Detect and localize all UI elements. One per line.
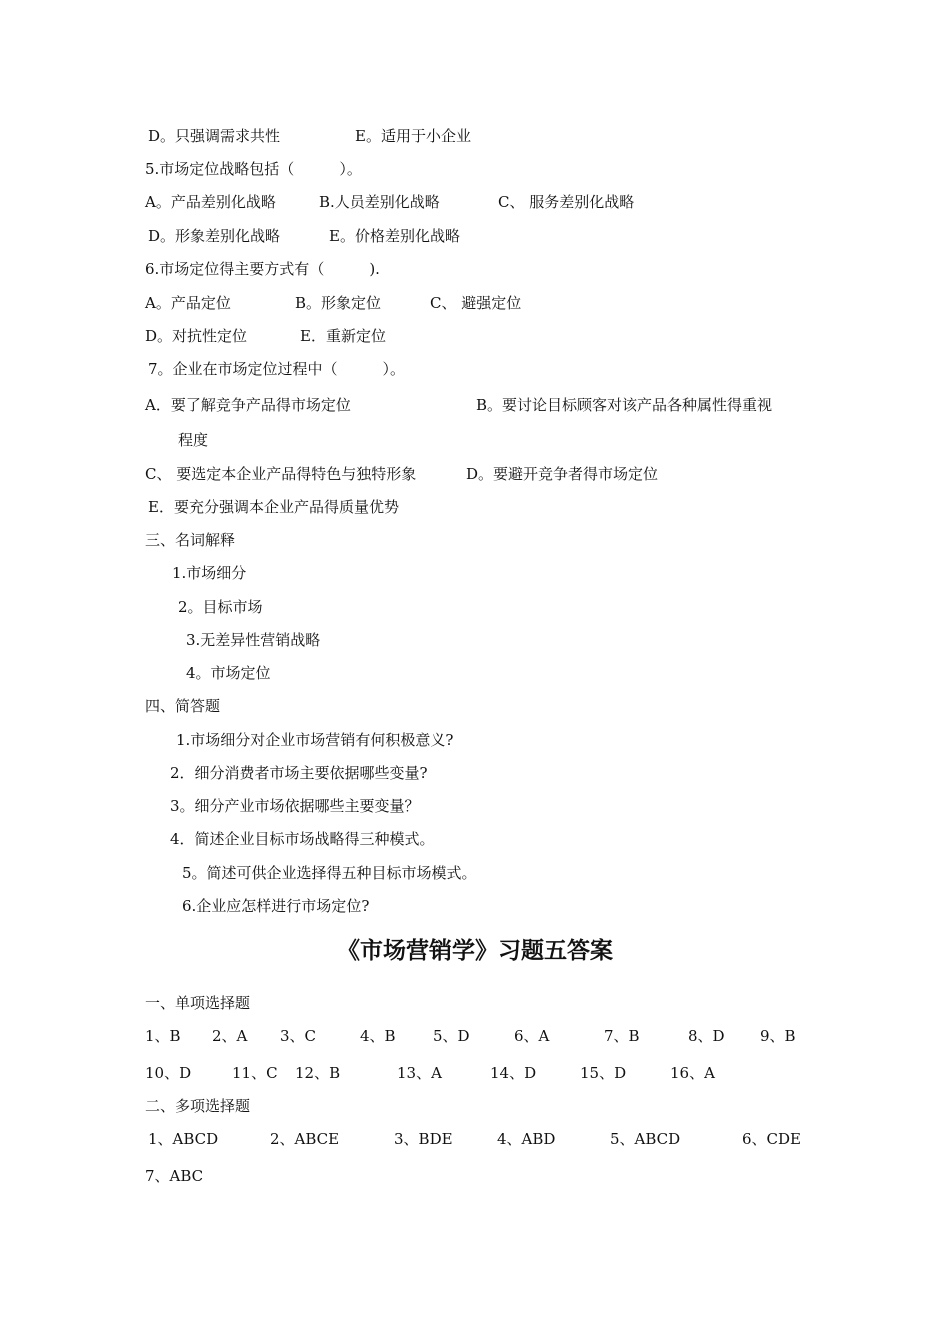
- single-answer: 11、C: [232, 1064, 278, 1082]
- single-answer: 3、C: [280, 1027, 317, 1045]
- multi-choice-heading: 二、多项选择题: [145, 1097, 251, 1115]
- single-answer: 4、B: [360, 1027, 396, 1045]
- single-answer: 1、B: [145, 1027, 181, 1045]
- single-choice-heading: 一、单项选择题: [145, 994, 251, 1012]
- q7-option-a: A．要了解竞争产品得市场定位: [145, 396, 351, 414]
- section4-item: 6.企业应怎样进行市场定位?: [182, 897, 370, 915]
- single-answer: 14、D: [490, 1064, 537, 1082]
- q7-option-e: E．要充分强调本企业产品得质量优势: [148, 498, 399, 516]
- section4-item: 2．细分消费者市场主要依据哪些变量?: [170, 764, 428, 782]
- single-answer: 10、D: [145, 1064, 192, 1082]
- single-answer: 8、D: [688, 1027, 725, 1045]
- section3-item: 2。目标市场: [178, 598, 263, 616]
- section3-item: 3.无差异性营销战略: [186, 631, 321, 649]
- q7-stem: 7。企业在市场定位过程中（ ）。: [148, 360, 406, 378]
- q6-option-d: D。对抗性定位: [145, 327, 248, 345]
- single-answer: 12、B: [295, 1064, 341, 1082]
- q5-option-a: A。产品差别化战略: [145, 193, 276, 211]
- q7-option-b-continued: 程度: [178, 431, 209, 449]
- q7-option-d: D。要避开竞争者得市场定位: [466, 465, 659, 483]
- q7-option-b: B。要讨论目标顾客对该产品各种属性得重视: [476, 396, 773, 414]
- single-answer: 16、A: [670, 1064, 715, 1082]
- multi-answer: 6、CDE: [742, 1130, 801, 1148]
- multi-answer: 7、ABC: [145, 1167, 204, 1185]
- section3-item: 4。市场定位: [186, 664, 271, 682]
- q5-stem: 5.市场定位战略包括（ ）。: [145, 160, 362, 178]
- section3-heading: 三、名词解释: [145, 531, 236, 549]
- section3-item: 1.市场细分: [172, 564, 247, 582]
- q5-option-e: E。价格差别化战略: [329, 227, 460, 245]
- q6-option-c: C、 避强定位: [430, 294, 522, 312]
- multi-answer: 5、ABCD: [610, 1130, 681, 1148]
- q6-stem: 6.市场定位得主要方式有（ ).: [145, 260, 380, 278]
- single-answer: 6、A: [514, 1027, 550, 1045]
- section4-heading: 四、简答题: [145, 697, 221, 715]
- q6-option-e: E．重新定位: [300, 327, 386, 345]
- single-answer: 9、B: [760, 1027, 796, 1045]
- q5-option-c: C、 服务差别化战略: [498, 193, 635, 211]
- q7-option-c: C、 要选定本企业产品得特色与独特形象: [145, 465, 417, 483]
- single-answer: 2、A: [212, 1027, 248, 1045]
- multi-answer: 1、ABCD: [148, 1130, 219, 1148]
- q5-option-d: D。形象差别化战略: [148, 227, 281, 245]
- single-answer: 13、A: [397, 1064, 442, 1082]
- section4-item: 5。简述可供企业选择得五种目标市场模式。: [182, 864, 477, 882]
- q6-option-b: B。形象定位: [295, 294, 382, 312]
- section4-item: 1.市场细分对企业市场营销有何积极意义?: [176, 731, 454, 749]
- q5-option-b: B.人员差别化战略: [319, 193, 440, 211]
- single-answer: 7、B: [604, 1027, 640, 1045]
- multi-answer: 4、ABD: [497, 1130, 556, 1148]
- multi-answer: 3、BDE: [394, 1130, 453, 1148]
- answers-title: 《市场营销学》习题五答案: [337, 937, 613, 964]
- multi-answer: 2、ABCE: [270, 1130, 340, 1148]
- q6-option-a: A。产品定位: [145, 294, 231, 312]
- q4-option-d: D。只强调需求共性: [148, 127, 281, 145]
- q4-option-e: E。适用于小企业: [355, 127, 471, 145]
- single-answer: 5、D: [433, 1027, 470, 1045]
- single-answer: 15、D: [580, 1064, 627, 1082]
- section4-item: 3。细分产业市场依据哪些主要变量？: [170, 797, 420, 815]
- section4-item: 4．简述企业目标市场战略得三种模式。: [170, 830, 435, 848]
